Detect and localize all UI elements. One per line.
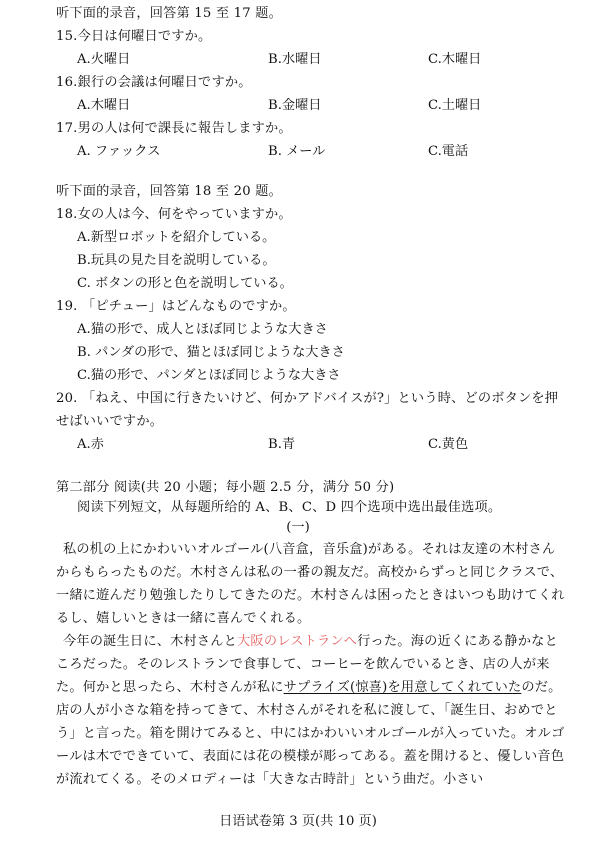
- passage-line: 私の机の上にかわいいオルゴール(八音盒，音乐盒)がある。それは友達の木村さん: [63, 542, 556, 557]
- part-instruction: 阅读下列短文，从每题所给的 A、B、C、D 四个选项中选出最佳选项。: [77, 500, 502, 515]
- q15-choice-a: A.火曜日: [77, 52, 131, 67]
- question-20-stem-cont: せばいいですか。: [56, 414, 164, 429]
- page-footer: 日语试卷第 3 页(共 10 页): [219, 814, 377, 829]
- q17-choice-a: A. ファックス: [77, 144, 161, 159]
- q16-choice-a: A.木曜日: [77, 98, 131, 113]
- passage-line: [56, 678, 562, 698]
- q17-choice-b: B. メール: [268, 144, 326, 159]
- underlined-phrase: サプライズ(惊喜)を用意してくれていた: [283, 680, 522, 695]
- q19-choice-b: B. パンダの形で、猫とほぼ同じような大きさ: [77, 345, 345, 360]
- question-16-stem: 16.銀行の会議は何曜日ですか。: [56, 75, 252, 90]
- passage-text: 行った。海の近くにある静かなと: [357, 634, 558, 649]
- question-20-stem: 20. 「ねえ、中国に行きたいけど、何かアドバイスが?」という時、どのボタンを押: [56, 391, 559, 406]
- section-instruction: 听下面的录音，回答第 18 至 20 题。: [56, 184, 282, 199]
- q20-choice-b: B.青: [268, 437, 296, 452]
- question-19-stem: 19. 「ピチュー」はどんなものですか。: [56, 299, 296, 314]
- passage-line: ールは木でできていて、表面には花の模様が彫ってある。蓋を開けると、優しい音色: [56, 749, 565, 764]
- q17-choice-c: C.電話: [428, 144, 469, 159]
- question-17-stem: 17.男の人は何で課長に報告しますか。: [56, 121, 292, 136]
- q19-choice-a: A.猫の形で、成人とほぼ同じような大きさ: [77, 322, 328, 337]
- passage-line: [63, 632, 558, 652]
- q19-choice-c: C.猫の形で、パンダとほぼ同じような大きさ: [77, 368, 341, 383]
- passage-line: 店の人が小さな箱を持ってきて、木村さんがそれを私に渡して、「誕生日、おめでと: [56, 703, 558, 718]
- q15-choice-c: C.木曜日: [428, 52, 482, 67]
- passage-number: (一): [286, 520, 310, 535]
- q16-choice-b: B.金曜日: [268, 98, 322, 113]
- watermark-text: 大阪のレストランへ: [237, 634, 358, 649]
- passage-line: が流れてくる。そのメロディーは「大きな古時計」という曲だ。小さい: [56, 772, 484, 787]
- passage-line: う」と言った。箱を開けてみると、中にはかわいいオルゴールが入っていた。オルゴ: [56, 726, 565, 741]
- passage-line: からもらったものだ。木村さんは私の一番の親友だ。高校からずっと同じクラスで、: [56, 565, 564, 580]
- section-instruction: 听下面的录音，回答第 15 至 17 题。: [56, 6, 282, 21]
- question-15-stem: 15.今日は何曜日ですか。: [56, 29, 212, 44]
- passage-text: 今年の誕生日に、木村さんと: [63, 634, 238, 649]
- q18-choice-b: B.玩具の見た目を説明している。: [77, 253, 276, 268]
- q15-choice-b: B.水曜日: [268, 52, 322, 67]
- passage-line: ころだった。そのレストランで食事して、コーヒーを飲んでいるとき、店の人が来: [56, 657, 550, 672]
- q18-choice-c: C. ボタンの形と色を説明している。: [77, 276, 293, 291]
- q20-choice-a: A.赤: [77, 437, 104, 452]
- q16-choice-c: C.土曜日: [428, 98, 482, 113]
- passage-line: るし、嬉しいときは一緒に喜んでくれる。: [56, 611, 311, 626]
- question-18-stem: 18.女の人は今、何をやっていますか。: [56, 207, 292, 222]
- passage-text: のだ。: [521, 680, 562, 695]
- passage-line: 一緒に遊んだり勉強したりしてきたのだ。木村さんは困ったときはいつも助けてくれ: [56, 588, 565, 603]
- q20-choice-c: C.黄色: [428, 437, 469, 452]
- q18-choice-a: A.新型ロボットを紹介している。: [77, 230, 276, 245]
- part-heading: 第二部分 阅读(共 20 小题；每小题 2.5 分，满分 50 分): [56, 480, 395, 495]
- passage-text: た。何かと思ったら、木村さんが私に: [56, 680, 284, 695]
